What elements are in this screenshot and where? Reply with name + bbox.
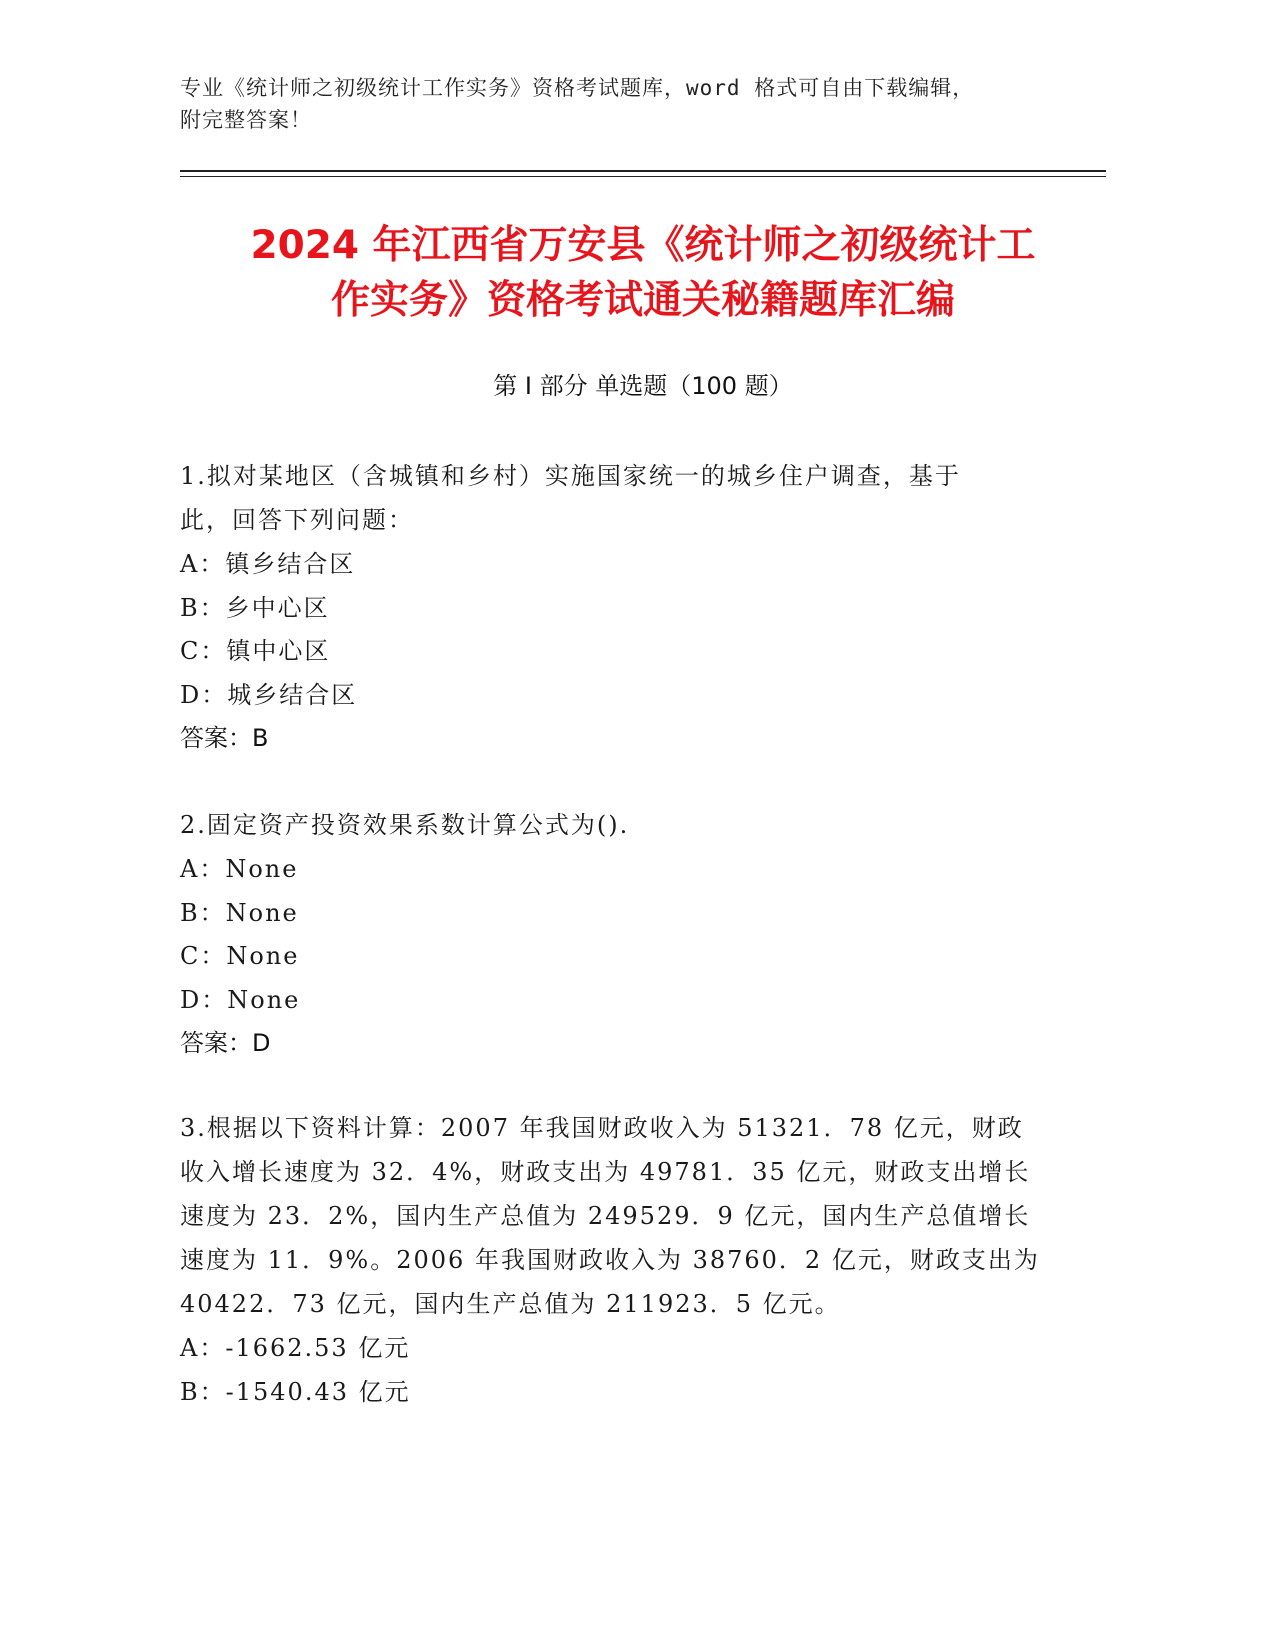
question-2	[180, 803, 1106, 1065]
section-title: 第 I 部分 单选题（100 题）	[493, 372, 793, 400]
header-divider-thick	[180, 170, 1106, 172]
option-d: D：None	[180, 985, 301, 1014]
option-a: A：镇乡结合区	[180, 550, 356, 578]
title-line: 2024 年江西省万安县《统计师之初级统计工	[250, 223, 1036, 268]
question-text-line: 1.拟对某地区（含城镇和乡村）实施国家统一的城乡住户调查，基于	[180, 462, 961, 490]
question-3	[180, 1106, 1106, 1413]
option-c: C：镇中心区	[180, 637, 331, 665]
question-text-line: 3.根据以下资料计算：2007 年我国财政收入为 51321．78 亿元，财政	[180, 1114, 1024, 1142]
document-page	[180, 0, 1106, 1650]
header-divider-thin	[180, 176, 1106, 177]
question-text-line: 收入增长速度为 32．4%，财政支出为 49781．35 亿元，财政支出增长	[180, 1158, 1031, 1186]
question-text-line: 2.固定资产投资效果系数计算公式为().	[180, 811, 630, 839]
answer: 答案：B	[180, 724, 269, 752]
intro-text	[180, 72, 1106, 136]
intro-line: 专业《统计师之初级统计工作实务》资格考试题库，word 格式可自由下载编辑，	[180, 76, 975, 100]
question-text-line: 40422．73 亿元，国内生产总值为 211923．5 亿元。	[180, 1290, 841, 1318]
answer: 答案：D	[180, 1029, 271, 1057]
question-text-line: 速度为 11．9%。2006 年我国财政收入为 38760．2 亿元，财政支出为	[180, 1246, 1040, 1274]
option-b: B：乡中心区	[180, 593, 330, 622]
question-text-line: 此，回答下列问题：	[180, 506, 414, 534]
option-a: A：-1662.53 亿元	[180, 1334, 411, 1362]
option-d: D：城乡结合区	[180, 680, 358, 709]
option-c: C：None	[180, 942, 300, 970]
title-line: 作实务》资格考试通关秘籍题库汇编	[330, 278, 955, 323]
question-text-line: 速度为 23．2%，国内生产总值为 249529．9 亿元，国内生产总值增长	[180, 1202, 1031, 1230]
option-b: B：-1540.43 亿元	[180, 1377, 411, 1406]
option-a: A：None	[180, 855, 299, 883]
option-b: B：None	[180, 898, 299, 927]
intro-line: 附完整答案！	[180, 108, 312, 132]
document-title	[180, 218, 1106, 328]
question-1	[180, 454, 1106, 760]
